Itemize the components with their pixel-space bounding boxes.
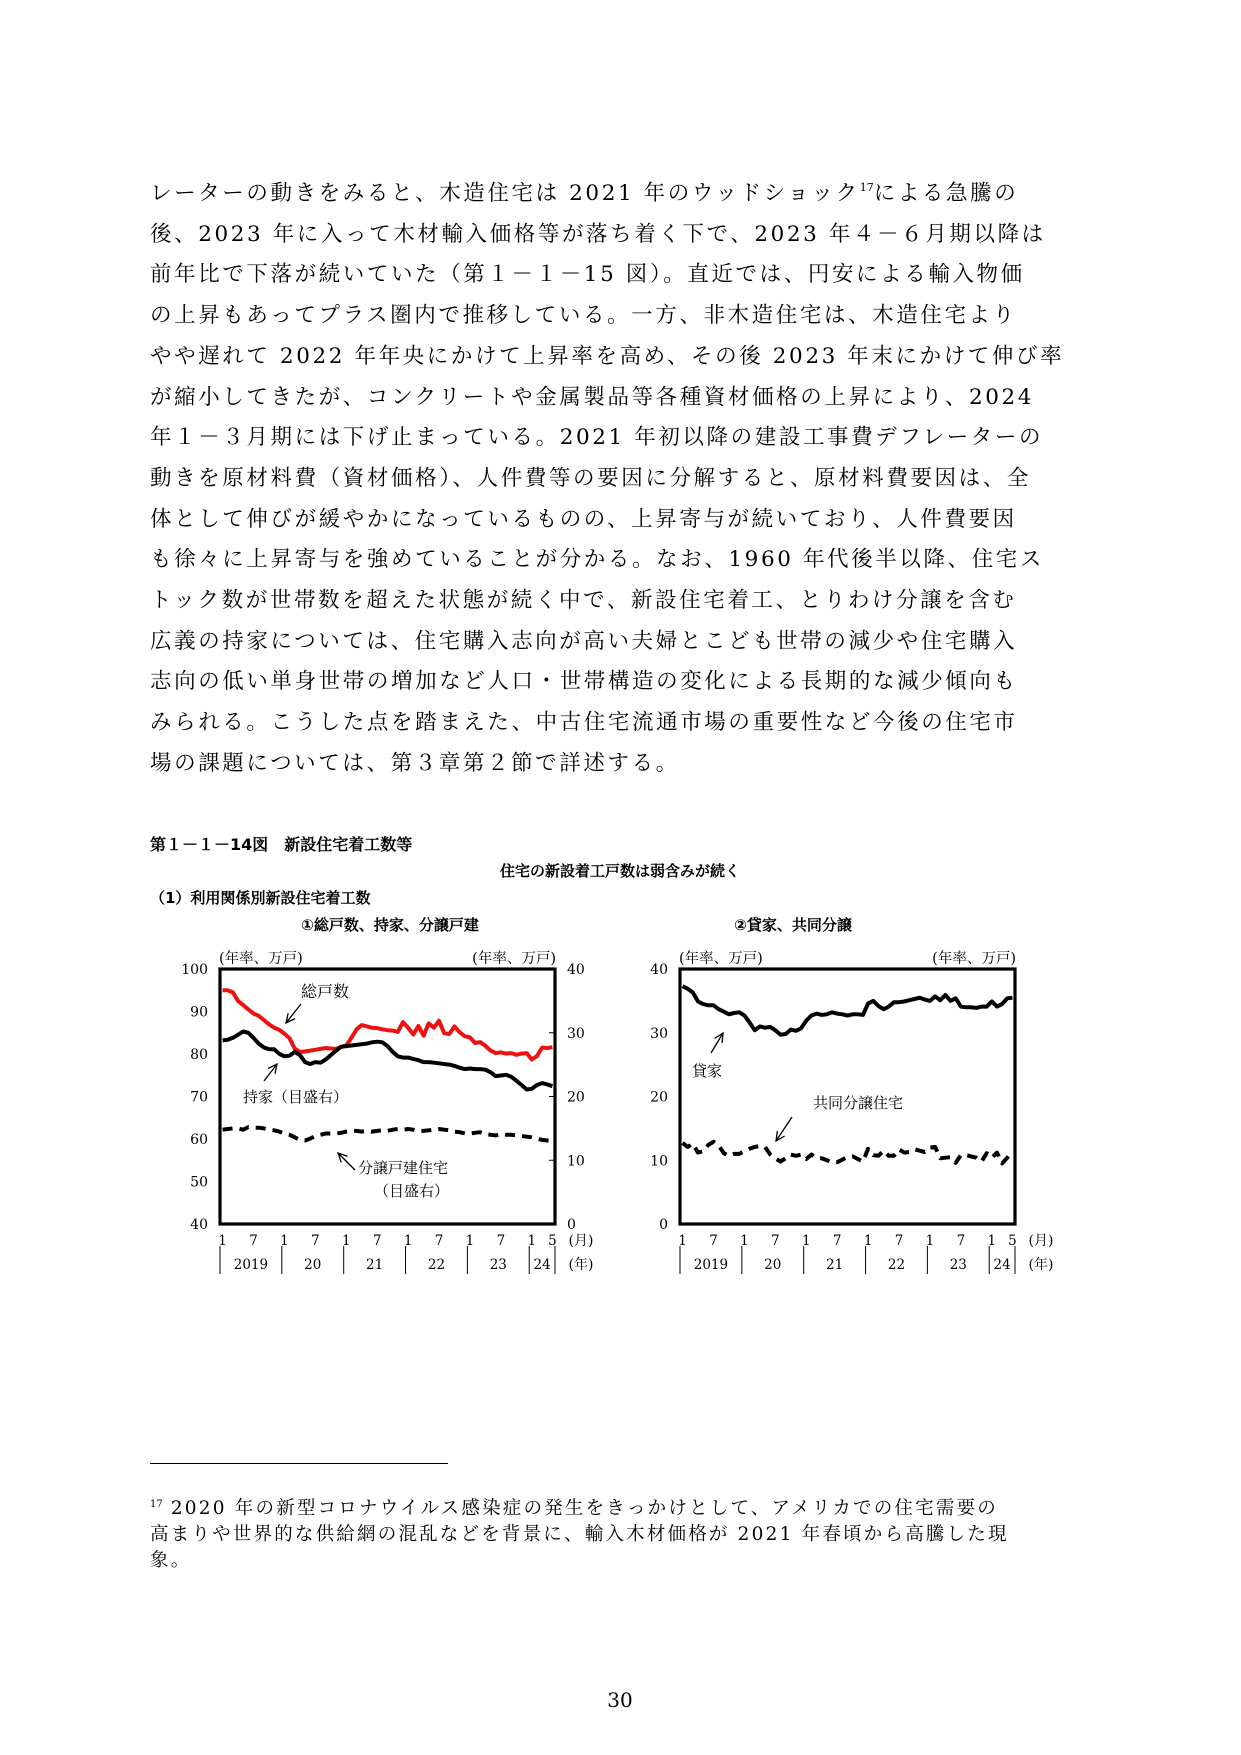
footnote-divider: [150, 1463, 448, 1464]
x-tick-label-month: 7: [496, 1233, 506, 1249]
y-tick-label-right: 40: [567, 962, 585, 978]
body-line: みられる。こうした点を踏まえた、中古住宅流通市場の重要性など今後の住宅市: [150, 710, 1018, 736]
y-tick-label-left: 40: [650, 962, 668, 978]
x-tick-label-month: 7: [709, 1233, 718, 1249]
x-tick-label-month: 1: [280, 1233, 289, 1249]
annotation-arrow-head: [715, 1033, 723, 1043]
x-tick-label-month: 7: [894, 1233, 904, 1249]
x-tick-label-month: 1: [740, 1233, 749, 1249]
x-tick-label-month: 1: [527, 1233, 537, 1249]
x-tick-label-month: 7: [372, 1233, 382, 1249]
x-tick-label-year: 24: [993, 1257, 1011, 1273]
chart-svg: [640, 912, 1070, 1292]
x-tick-label-month: 5: [548, 1233, 557, 1249]
x-tick-label-month: 1: [801, 1233, 811, 1249]
chart-svg: [180, 912, 610, 1292]
y-axis-label-right: (年率、万戸): [932, 951, 1016, 967]
series-label-owner: 持家（目盛右）: [243, 1088, 349, 1106]
body-line: の上昇もあってプラス圏内で推移している。一方、非木造住宅は、木造住宅より: [150, 303, 1017, 329]
figure-subtitle: 住宅の新設着工戸数は弱含みが続く: [499, 862, 740, 880]
y-tick-label-right: 0: [567, 1217, 576, 1233]
body-paragraph: [150, 174, 1090, 785]
body-line: も徐々に上昇寄与を強めていることが分かる。なお、1960 年代後半以降、住宅ス: [150, 547, 1044, 573]
y-axis-label-left: (年率、万戸): [219, 951, 303, 967]
x-tick-label-month: 7: [771, 1233, 780, 1249]
series-label-detached: 分譲戸建住宅: [358, 1159, 449, 1177]
annotation-arrow-line: [711, 1033, 723, 1053]
y-tick-label-right: 10: [567, 1153, 585, 1170]
figure-title: 第１－１－14図 新設住宅着工数等: [150, 835, 413, 854]
x-tick-label-month: 1: [403, 1233, 413, 1249]
footnote-line: 高まりや世界的な供給網の混乱などを背景に、輸入木材価格が 2021 年春頃から高騰した現: [150, 1524, 1009, 1545]
x-tick-label-month: 1: [925, 1233, 935, 1249]
series-label-rental: 貸家: [692, 1062, 723, 1080]
x-tick-label-month: 1: [465, 1233, 475, 1249]
x-axis-unit-month: (月): [568, 1233, 594, 1249]
x-tick-label-month: 7: [832, 1233, 842, 1249]
x-tick-label-year: 20: [304, 1257, 322, 1273]
x-tick-label-month: 1: [987, 1233, 997, 1249]
x-tick-label-year: 22: [427, 1257, 446, 1273]
chart-rental-condo: [640, 912, 1070, 1292]
series-line-3: [223, 1127, 553, 1141]
chart-title: ②貸家、共同分譲: [734, 916, 852, 934]
x-axis-unit-year: (年): [568, 1257, 594, 1273]
body-line: 動きを原材料費（資材価格）、人件費等の要因に分解すると、原材料費要因は、全: [150, 465, 1031, 491]
body-line: やや遅れて 2022 年年央にかけて上昇率を高め、その後 2023 年末にかけて伸び率: [150, 343, 1065, 369]
body-line: トック数が世帯数を超えた状態が続く中で、新設住宅着工、とりわけ分譲を含む: [150, 588, 1017, 614]
footnote-line: $^{17}$ 2020 年の新型コロナウイルス感染症の発生をきっかけとして、アメリカでの住宅需要の: [150, 1498, 998, 1519]
x-axis-unit-month: (月): [1028, 1233, 1054, 1249]
body-line: 場の課題については、第３章第２節で詳述する。: [150, 750, 680, 776]
y-tick-label-left: 30: [650, 1025, 668, 1042]
x-tick-label-month: 1: [218, 1233, 227, 1249]
y-tick-label-left: 40: [190, 1217, 208, 1233]
x-tick-label-month: 7: [249, 1233, 258, 1249]
y-tick-label-left: 10: [650, 1153, 668, 1170]
body-line: が縮小してきたが、コンクリートや金属製品等各種資材価格の上昇により、2024: [150, 384, 1035, 410]
series-label-condo: 共同分譲住宅: [813, 1094, 904, 1112]
x-tick-label-year: 24: [533, 1257, 551, 1273]
x-tick-label-year: 23: [489, 1257, 507, 1273]
x-tick-label-month: 1: [863, 1233, 873, 1249]
x-tick-label-month: 7: [956, 1233, 966, 1249]
x-tick-label-month: 7: [434, 1233, 444, 1249]
page-number: 30: [607, 1688, 633, 1712]
x-tick-label-year: 22: [887, 1257, 906, 1273]
x-tick-label-year: 2019: [233, 1257, 269, 1273]
body-line: 後、2023 年に入って木材輸入価格等が落ち着く下で、2023 年４－６月期以降は: [150, 221, 1046, 247]
body-line: 体として伸びが緩やかになっているものの、上昇寄与が続いており、人件費要因: [150, 506, 1017, 532]
y-tick-label-right: 30: [567, 1025, 585, 1042]
series-label-detached-axis: （目盛右）: [374, 1182, 450, 1200]
y-axis-label-right: (年率、万戸): [472, 951, 556, 967]
x-tick-label-year: 23: [949, 1257, 967, 1273]
series-label-total: 総戸数: [301, 982, 350, 1001]
footnote-ref[interactable]: 17: [859, 181, 874, 194]
y-tick-label-left: 100: [181, 962, 208, 978]
x-axis-unit-year: (年): [1028, 1257, 1054, 1273]
x-tick-label-month: 1: [678, 1233, 687, 1249]
y-tick-label-left: 20: [650, 1089, 668, 1106]
y-tick-label-left: 90: [190, 1004, 208, 1021]
body-line: 志向の低い単身世帯の増加など人口・世帯構造の変化による長期的な減少傾向も: [150, 669, 1018, 695]
x-tick-label-month: 1: [341, 1233, 351, 1249]
x-tick-label-month: 7: [311, 1233, 320, 1249]
y-tick-label-left: 60: [190, 1132, 208, 1148]
y-tick-label-right: 20: [567, 1089, 585, 1106]
y-tick-label-left: 0: [659, 1217, 668, 1233]
y-tick-label-left: 80: [190, 1047, 208, 1063]
x-tick-label-month: 5: [1008, 1233, 1017, 1249]
x-tick-label-year: 21: [366, 1257, 384, 1273]
x-tick-label-year: 2019: [693, 1257, 729, 1273]
body-line: 前年比で下落が続いていた（第１－１－15 図）。直近では、円安による輸入物価: [150, 262, 1025, 288]
footnote-line: 象。: [150, 1550, 192, 1571]
body-line: 広義の持家については、住宅購入志向が高い夫婦とこども世帯の減少や住宅購入: [150, 628, 1018, 654]
annotation-arrow-line: [776, 1117, 792, 1141]
footnote-number: 17: [150, 1499, 163, 1510]
body-line: 年１－３月期には下げ止まっている。2021 年初以降の建設工事費デフレーターの: [150, 425, 1044, 451]
figure-section-title: （1）利用関係別新設住宅着工数: [150, 889, 371, 907]
series-line-1: [683, 986, 1013, 1034]
y-axis-label-left: (年率、万戸): [679, 951, 763, 967]
body-line: レーターの動きをみると、木造住宅は 2021 年のウッドショック$^{17}$による急騰の: [150, 181, 1019, 206]
y-tick-label-left: 70: [190, 1089, 208, 1106]
chart-title: ①総戸数、持家、分譲戸建: [301, 916, 479, 934]
y-tick-label-left: 50: [190, 1174, 208, 1191]
x-tick-label-year: 21: [826, 1257, 844, 1273]
annotation-arrow-head: [776, 1131, 785, 1141]
footnote: [150, 1496, 1090, 1574]
x-tick-label-year: 20: [764, 1257, 782, 1273]
chart-housing-starts-total: [180, 912, 610, 1292]
series-line-2: [683, 1142, 1013, 1164]
series-line-2: [223, 1032, 553, 1090]
